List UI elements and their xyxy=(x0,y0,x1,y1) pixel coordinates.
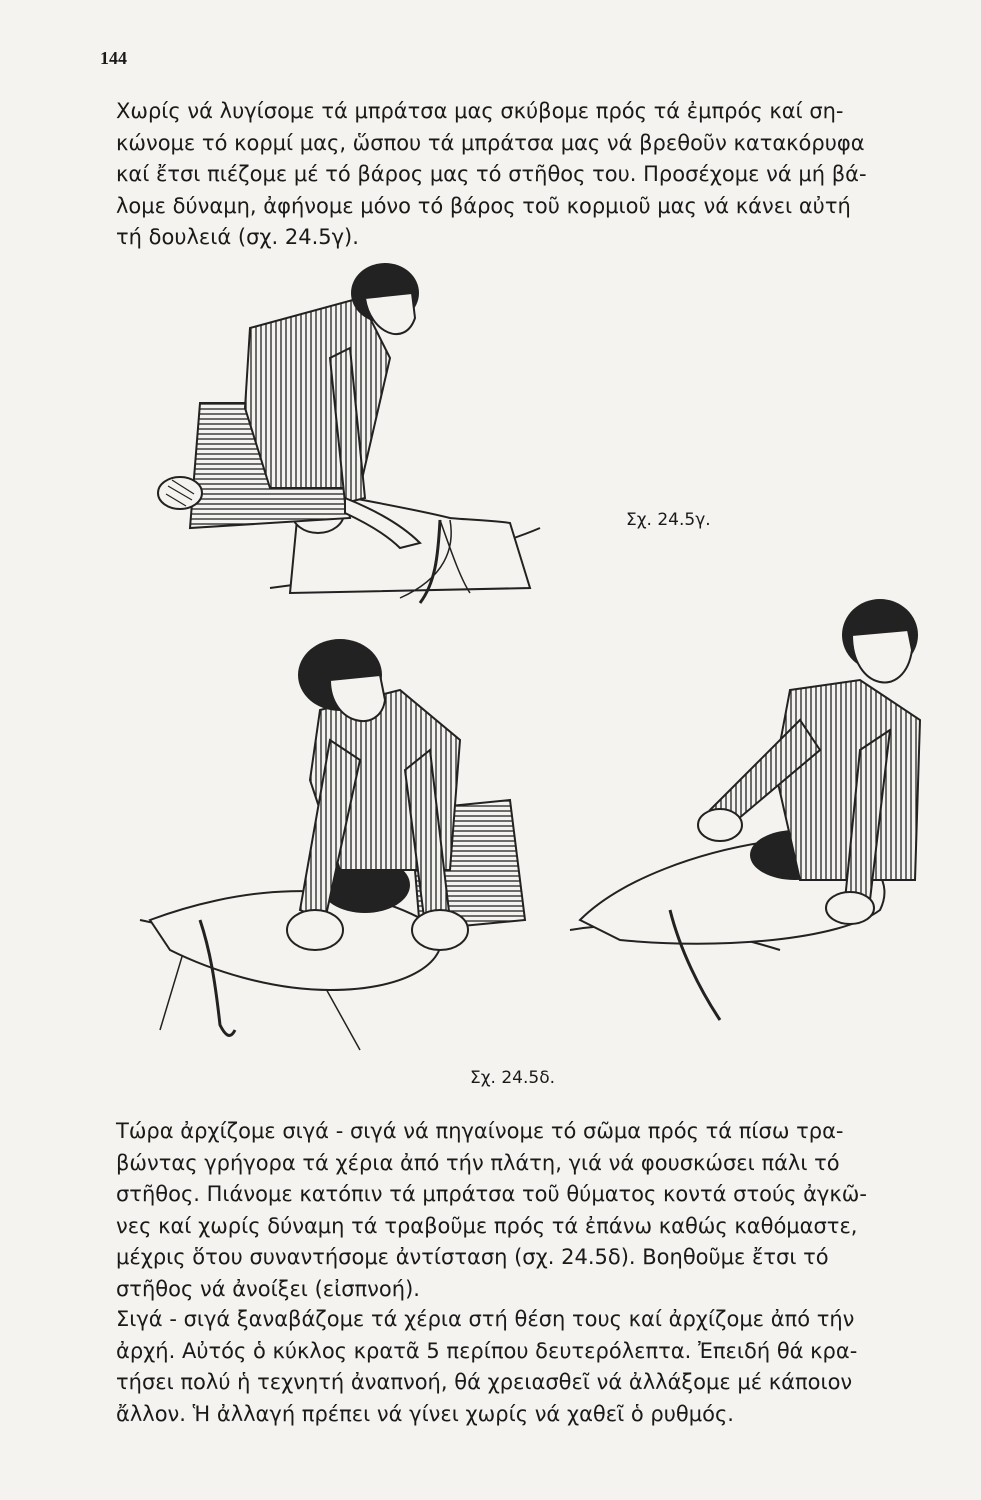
figure-caption-24-5g: Σχ. 24.5γ. xyxy=(626,510,711,530)
page-number: 144 xyxy=(100,48,127,68)
figure-compression-drawing xyxy=(150,258,550,608)
paragraph-arm-lift xyxy=(116,1116,946,1305)
figure-caption-24-5d: Σχ. 24.5δ. xyxy=(470,1068,556,1088)
figure-compression-illustration xyxy=(150,258,550,608)
text-line: νες καί χωρίς δύναμη τά τραβοῦμε πρός τά ἐπάνω καθώς καθόμαστε, xyxy=(116,1213,858,1238)
figure-lift-arms-drawing-left xyxy=(130,630,550,1060)
text-line: κώνομε τό κορμί μας, ὥσπου τά μπράτσα μας νά βρεθοῦν κατακόρυφα xyxy=(116,130,865,155)
text-line: Σιγά - σιγά ξαναβάζομε τά χέρια στή θέση τους καί ἀρχίζομε ἀπό τήν xyxy=(116,1307,855,1331)
text-line: ἀρχή. Αὐτός ὁ κύκλος κρατᾶ 5 περίπου δευτερόλεπτα. Ἐπειδή θά κρα- xyxy=(116,1338,858,1363)
text-line: βώντας γρήγορα τά χέρια ἀπό τήν πλάτη, γιά νά φουσκώσει πάλι τό xyxy=(116,1150,840,1175)
text-line: τήσει πολύ ἡ τεχνητή ἀναπνοή, θά χρειασθεῖ νά ἀλλάξομε μέ κάποιον xyxy=(116,1370,853,1394)
paragraph-compression xyxy=(116,96,946,254)
paragraph-cycle-repeat xyxy=(116,1304,946,1430)
text-line: Χωρίς νά λυγίσομε τά μπράτσα μας σκύβομε πρός τά ἐμπρός καί ση- xyxy=(116,99,844,123)
figure-lift-arms-illustration-left xyxy=(130,630,550,1060)
text-line: καί ἔτσι πιέζομε μέ τό βάρος μας τό στῆθος του. Προσέχομε νά μή βά- xyxy=(116,162,867,186)
text-line: Τώρα ἀρχίζομε σιγά - σιγά νά πηγαίνομε τό σῶμα πρός τά πίσω τρα- xyxy=(116,1119,844,1143)
text-line: λομε δύναμη, ἀφήνομε μόνο τό βάρος τοῦ κορμιοῦ μας νά κάνει αὐτή xyxy=(116,193,851,218)
text-line: ἄλλον. Ἡ ἀλλαγή πρέπει νά γίνει χωρίς νά χαθεῖ ὁ ρυθμός. xyxy=(116,1401,734,1426)
figure-lift-arms-drawing-right xyxy=(560,590,950,1030)
text-line: στῆθος νά ἀνοίξει (εἰσπνοή). xyxy=(116,1276,420,1301)
text-line: μέχρις ὅτου συναντήσομε ἀντίσταση (σχ. 24.5δ). Βοηθοῦμε ἔτσι τό xyxy=(116,1245,829,1269)
figure-lift-arms-illustration-right xyxy=(560,590,950,1030)
text-line: στῆθος. Πιάνομε κατόπιν τά μπράτσα τοῦ θύματος κοντά στούς ἀγκῶ- xyxy=(116,1182,867,1206)
text-line: τή δουλειά (σχ. 24.5γ). xyxy=(116,225,359,249)
